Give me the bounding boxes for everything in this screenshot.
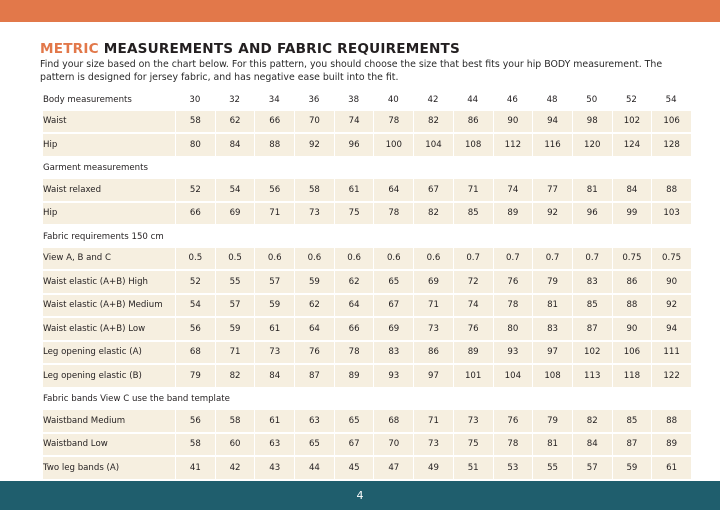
table-row bbox=[43, 457, 691, 481]
table-cell: 81 bbox=[532, 295, 572, 319]
table-cell: 75 bbox=[453, 434, 493, 458]
table-cell: 64 bbox=[294, 318, 334, 342]
table-cell: 68 bbox=[373, 410, 413, 434]
table-cell: 60 bbox=[215, 434, 255, 458]
table-cell: 83 bbox=[373, 342, 413, 366]
table-cell: 108 bbox=[532, 365, 572, 389]
table-cell: 73 bbox=[254, 342, 294, 366]
table-cell: 84 bbox=[215, 134, 255, 158]
page-number: 4 bbox=[356, 489, 364, 502]
table-cell: 0.6 bbox=[294, 248, 334, 272]
table-cell: 65 bbox=[334, 410, 374, 434]
row-label: Waist relaxed bbox=[43, 179, 175, 203]
top-accent-bar bbox=[0, 0, 720, 22]
table-cell: 97 bbox=[532, 342, 572, 366]
table-cell: 80 bbox=[175, 134, 215, 158]
table-cell: 87 bbox=[572, 318, 612, 342]
table-cell: 57 bbox=[254, 271, 294, 295]
table-cell: 92 bbox=[294, 134, 334, 158]
table-cell: 86 bbox=[612, 271, 652, 295]
row-label: Waist elastic (A+B) Medium bbox=[43, 295, 175, 319]
table-cell: 69 bbox=[373, 318, 413, 342]
table-cell: 118 bbox=[612, 365, 652, 389]
table-cell: 94 bbox=[651, 318, 691, 342]
row-label: Waist elastic (A+B) High bbox=[43, 271, 175, 295]
title-text: MEASUREMENTS AND FABRIC REQUIREMENTS bbox=[98, 41, 460, 57]
size-column-header: 38 bbox=[348, 94, 360, 105]
table-cell: 101 bbox=[453, 365, 493, 389]
size-column-header: 42 bbox=[427, 94, 439, 105]
table-cell: 69 bbox=[413, 271, 453, 295]
table-cell: 44 bbox=[294, 457, 334, 481]
table-cell: 83 bbox=[572, 271, 612, 295]
table-cell: 85 bbox=[612, 410, 652, 434]
table-cell: 88 bbox=[651, 410, 691, 434]
table-row bbox=[43, 271, 691, 295]
table-cell: 76 bbox=[294, 342, 334, 366]
row-label: Hip bbox=[43, 134, 175, 158]
table-cell: 83 bbox=[532, 318, 572, 342]
table-cell: 71 bbox=[215, 342, 255, 366]
table-cell: 78 bbox=[373, 203, 413, 227]
table-cell: 0.7 bbox=[532, 248, 572, 272]
table-cell: 82 bbox=[413, 203, 453, 227]
table-cell: 113 bbox=[572, 365, 612, 389]
table-cell: 54 bbox=[175, 295, 215, 319]
table-cell: 79 bbox=[175, 365, 215, 389]
row-label: Leg opening elastic (B) bbox=[43, 365, 175, 389]
table-cell: 65 bbox=[373, 271, 413, 295]
page-title bbox=[40, 41, 460, 57]
table-row bbox=[43, 111, 691, 135]
size-column-header: 32 bbox=[229, 94, 240, 105]
table-cell: 47 bbox=[373, 457, 413, 481]
table-row bbox=[43, 295, 691, 319]
size-chart-table bbox=[43, 89, 691, 504]
table-cell: 93 bbox=[373, 365, 413, 389]
table-cell: 104 bbox=[493, 365, 533, 389]
table-cell: 49 bbox=[413, 457, 453, 481]
table-cell: 58 bbox=[294, 179, 334, 203]
table-cell: 57 bbox=[572, 457, 612, 481]
table-cell: 43 bbox=[254, 457, 294, 481]
table-cell: 69 bbox=[215, 203, 255, 227]
table-cell: 86 bbox=[453, 111, 493, 135]
table-cell: 81 bbox=[572, 179, 612, 203]
table-row bbox=[43, 410, 691, 434]
table-row bbox=[43, 203, 691, 227]
table-cell: 0.6 bbox=[254, 248, 294, 272]
size-column-header: 44 bbox=[467, 94, 479, 105]
row-label: Hip bbox=[43, 203, 175, 227]
table-cell: 122 bbox=[651, 365, 691, 389]
table-cell: 106 bbox=[612, 342, 652, 366]
table-cell: 66 bbox=[254, 111, 294, 135]
table-cell: 102 bbox=[572, 342, 612, 366]
table-cell: 0.5 bbox=[175, 248, 215, 272]
table-cell: 58 bbox=[215, 410, 255, 434]
table-cell: 78 bbox=[373, 111, 413, 135]
table-row bbox=[43, 179, 691, 203]
table-cell: 0.6 bbox=[373, 248, 413, 272]
size-column-header: 52 bbox=[625, 94, 637, 105]
table-cell: 63 bbox=[254, 434, 294, 458]
table-cell: 120 bbox=[572, 134, 612, 158]
table-row bbox=[43, 342, 691, 366]
size-header-row bbox=[43, 89, 691, 111]
table-cell: 0.6 bbox=[413, 248, 453, 272]
section-row bbox=[43, 389, 691, 411]
table-cell: 62 bbox=[334, 271, 374, 295]
table-cell: 82 bbox=[413, 111, 453, 135]
table-cell: 71 bbox=[453, 179, 493, 203]
table-cell: 89 bbox=[453, 342, 493, 366]
table-cell: 71 bbox=[254, 203, 294, 227]
row-label: Two leg bands (A) bbox=[43, 457, 175, 481]
table-cell: 87 bbox=[294, 365, 334, 389]
table-cell: 64 bbox=[373, 179, 413, 203]
table-cell: 73 bbox=[294, 203, 334, 227]
table-cell: 82 bbox=[215, 365, 255, 389]
section-row bbox=[43, 226, 691, 248]
table-cell: 92 bbox=[532, 203, 572, 227]
table-cell: 80 bbox=[493, 318, 533, 342]
section-heading: Fabric requirements 150 cm bbox=[43, 226, 691, 248]
table-cell: 88 bbox=[254, 134, 294, 158]
table-cell: 81 bbox=[532, 434, 572, 458]
table-cell: 58 bbox=[175, 111, 215, 135]
table-cell: 84 bbox=[612, 179, 652, 203]
table-cell: 82 bbox=[572, 410, 612, 434]
table-cell: 88 bbox=[612, 295, 652, 319]
table-cell: 59 bbox=[612, 457, 652, 481]
size-column-header: 40 bbox=[387, 94, 399, 105]
table-cell: 98 bbox=[572, 111, 612, 135]
size-column-header: 30 bbox=[189, 94, 201, 105]
table-cell: 53 bbox=[493, 457, 533, 481]
table-cell: 62 bbox=[294, 295, 334, 319]
table-cell: 74 bbox=[493, 179, 533, 203]
table-cell: 84 bbox=[254, 365, 294, 389]
table-cell: 100 bbox=[373, 134, 413, 158]
table-cell: 67 bbox=[413, 179, 453, 203]
table-cell: 78 bbox=[493, 295, 533, 319]
size-column-header: 54 bbox=[665, 94, 677, 105]
table-cell: 90 bbox=[493, 111, 533, 135]
table-cell: 0.7 bbox=[493, 248, 533, 272]
table-cell: 70 bbox=[373, 434, 413, 458]
table-cell: 61 bbox=[254, 318, 294, 342]
table-cell: 99 bbox=[612, 203, 652, 227]
table-cell: 79 bbox=[532, 271, 572, 295]
section-row bbox=[43, 158, 691, 180]
table-cell: 94 bbox=[532, 111, 572, 135]
table-cell: 59 bbox=[294, 271, 334, 295]
table-row bbox=[43, 134, 691, 158]
table-cell: 52 bbox=[175, 271, 215, 295]
table-cell: 56 bbox=[175, 318, 215, 342]
section-heading: Garment measurements bbox=[43, 158, 691, 180]
section-heading: Body measurements bbox=[43, 94, 132, 105]
size-column-header: 36 bbox=[308, 94, 320, 105]
table-cell: 67 bbox=[334, 434, 374, 458]
table-cell: 0.75 bbox=[612, 248, 652, 272]
table-cell: 0.7 bbox=[572, 248, 612, 272]
table-cell: 58 bbox=[175, 434, 215, 458]
row-label: Waist bbox=[43, 111, 175, 135]
table-cell: 76 bbox=[493, 271, 533, 295]
table-cell: 66 bbox=[334, 318, 374, 342]
section-heading: Fabric bands View C use the band template bbox=[43, 389, 691, 411]
table-cell: 88 bbox=[651, 179, 691, 203]
table-cell: 62 bbox=[215, 111, 255, 135]
table-cell: 89 bbox=[334, 365, 374, 389]
table-cell: 85 bbox=[453, 203, 493, 227]
table-cell: 71 bbox=[413, 410, 453, 434]
table-cell: 90 bbox=[612, 318, 652, 342]
table-cell: 87 bbox=[612, 434, 652, 458]
table-cell: 97 bbox=[413, 365, 453, 389]
table-row bbox=[43, 434, 691, 458]
row-label: Leg opening elastic (A) bbox=[43, 342, 175, 366]
table-cell: 54 bbox=[215, 179, 255, 203]
table-cell: 89 bbox=[651, 434, 691, 458]
size-column-header: 48 bbox=[546, 94, 558, 105]
table-cell: 112 bbox=[493, 134, 533, 158]
table-cell: 55 bbox=[215, 271, 255, 295]
table-cell: 57 bbox=[215, 295, 255, 319]
table-cell: 78 bbox=[334, 342, 374, 366]
table-cell: 102 bbox=[612, 111, 652, 135]
table-cell: 0.7 bbox=[453, 248, 493, 272]
table-cell: 84 bbox=[572, 434, 612, 458]
table-cell: 96 bbox=[334, 134, 374, 158]
table-cell: 74 bbox=[453, 295, 493, 319]
row-label: Waistband Low bbox=[43, 434, 175, 458]
row-label: Waistband Medium bbox=[43, 410, 175, 434]
table-cell: 67 bbox=[373, 295, 413, 319]
table-cell: 0.75 bbox=[651, 248, 691, 272]
footer-bar bbox=[0, 481, 720, 510]
table-cell: 111 bbox=[651, 342, 691, 366]
table-cell: 56 bbox=[175, 410, 215, 434]
table-cell: 51 bbox=[453, 457, 493, 481]
table-cell: 116 bbox=[532, 134, 572, 158]
table-cell: 76 bbox=[493, 410, 533, 434]
table-cell: 73 bbox=[453, 410, 493, 434]
table-cell: 72 bbox=[453, 271, 493, 295]
table-row bbox=[43, 318, 691, 342]
size-column-header: 46 bbox=[506, 94, 518, 105]
table-cell: 128 bbox=[651, 134, 691, 158]
table-cell: 59 bbox=[254, 295, 294, 319]
table-cell: 76 bbox=[453, 318, 493, 342]
table-cell: 0.6 bbox=[334, 248, 374, 272]
intro-text: Find your size based on the chart below. For this pattern, you should choose the size that best fits your hip BODY measurement. The pattern is designed for jersey fabric, and has negative ease built into the fit. bbox=[40, 59, 663, 83]
table-cell: 74 bbox=[334, 111, 374, 135]
table-cell: 78 bbox=[493, 434, 533, 458]
size-column-header: 34 bbox=[268, 94, 280, 105]
table-cell: 61 bbox=[334, 179, 374, 203]
table-cell: 124 bbox=[612, 134, 652, 158]
row-label: Waist elastic (A+B) Low bbox=[43, 318, 175, 342]
table-cell: 70 bbox=[294, 111, 334, 135]
table-cell: 71 bbox=[413, 295, 453, 319]
table-cell: 86 bbox=[413, 342, 453, 366]
table-cell: 92 bbox=[651, 295, 691, 319]
table-cell: 73 bbox=[413, 318, 453, 342]
table-cell: 56 bbox=[254, 179, 294, 203]
table-cell: 45 bbox=[334, 457, 374, 481]
table-cell: 108 bbox=[453, 134, 493, 158]
table-cell: 73 bbox=[413, 434, 453, 458]
table-cell: 55 bbox=[532, 457, 572, 481]
table-cell: 64 bbox=[334, 295, 374, 319]
table-cell: 89 bbox=[493, 203, 533, 227]
table-cell: 42 bbox=[215, 457, 255, 481]
table-cell: 75 bbox=[334, 203, 374, 227]
table-cell: 59 bbox=[215, 318, 255, 342]
table-cell: 93 bbox=[493, 342, 533, 366]
table-cell: 65 bbox=[294, 434, 334, 458]
table-cell: 61 bbox=[651, 457, 691, 481]
table-cell: 66 bbox=[175, 203, 215, 227]
table-cell: 103 bbox=[651, 203, 691, 227]
table-cell: 96 bbox=[572, 203, 612, 227]
table-cell: 106 bbox=[651, 111, 691, 135]
row-label: View A, B and C bbox=[43, 248, 175, 272]
table-cell: 104 bbox=[413, 134, 453, 158]
table-cell: 68 bbox=[175, 342, 215, 366]
table-cell: 90 bbox=[651, 271, 691, 295]
table-cell: 61 bbox=[254, 410, 294, 434]
table-cell: 85 bbox=[572, 295, 612, 319]
title-accent: METRIC bbox=[40, 41, 99, 57]
table-cell: 0.5 bbox=[215, 248, 255, 272]
table-row bbox=[43, 365, 691, 389]
table-row bbox=[43, 248, 691, 272]
table-cell: 41 bbox=[175, 457, 215, 481]
table-cell: 52 bbox=[175, 179, 215, 203]
table-cell: 79 bbox=[532, 410, 572, 434]
table-cell: 63 bbox=[294, 410, 334, 434]
size-column-header: 50 bbox=[586, 94, 598, 105]
table-cell: 77 bbox=[532, 179, 572, 203]
